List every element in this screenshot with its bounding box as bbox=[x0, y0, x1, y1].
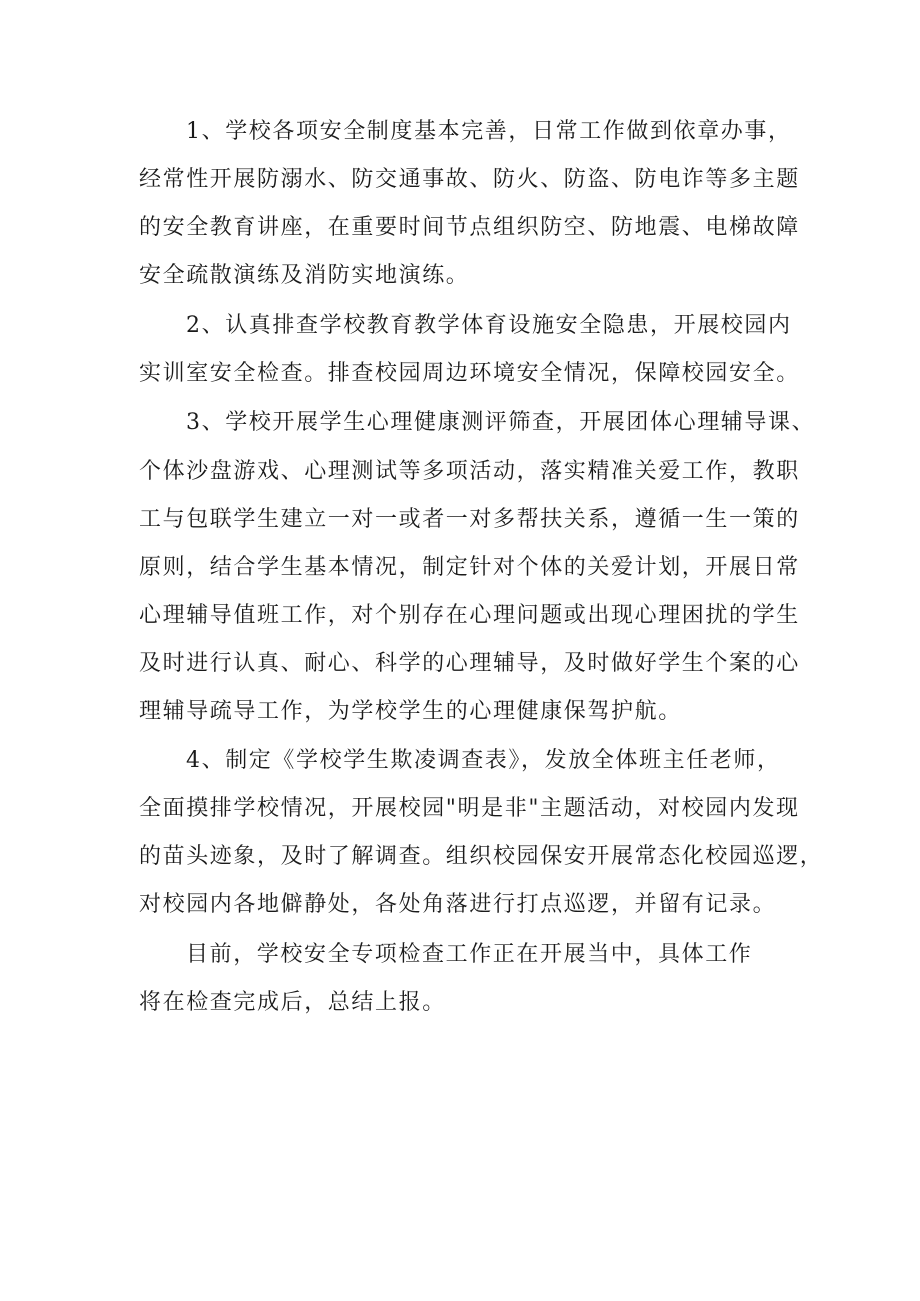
paragraph-1-line-4: 安全疏散演练及消防实地演练。 bbox=[139, 263, 470, 288]
paragraph-2-line-1: 2、认真排查学校教育教学体育设施安全隐患，开展校园内 bbox=[186, 313, 792, 338]
paragraph-4-line-1: 4、制定《学校学生欺凌调查表》，发放全体班主任老师， bbox=[186, 748, 781, 773]
paragraph-3-line-3: 工与包联学生建立一对一或者一对多帮扶关系，遵循一生一策的 bbox=[139, 507, 800, 532]
paragraph-1-line-2: 经常性开展防溺水、防交通事故、防火、防盗、防电诈等多主题 bbox=[139, 167, 800, 192]
paragraph-3-line-2: 个体沙盘游戏、心理测试等多项活动，落实精准关爱工作，教职 bbox=[139, 459, 800, 484]
paragraph-5-line-1: 目前，学校安全专项检查工作正在开展当中，具体工作 bbox=[186, 942, 753, 967]
paragraph-3-line-1: 3、学校开展学生心理健康测评筛查，开展团体心理辅导课、 bbox=[186, 410, 816, 435]
paragraph-3-line-5: 心理辅导值班工作，对个别存在心理问题或出现心理困扰的学生 bbox=[139, 603, 800, 628]
paragraph-1-line-3: 的安全教育讲座，在重要时间节点组织防空、防地震、电梯故障 bbox=[139, 215, 800, 240]
paragraph-4-line-4: 对校园内各地僻静处，各处角落进行打点巡逻，并留有记录。 bbox=[139, 892, 777, 917]
paragraph-1-line-1: 1、学校各项安全制度基本完善，日常工作做到依章办事， bbox=[186, 119, 792, 144]
paragraph-3-line-6: 及时进行认真、耐心、科学的心理辅导，及时做好学生个案的心 bbox=[139, 651, 800, 676]
paragraph-4-line-2: 全面摸排学校情况，开展校园"明是非"主题活动，对校园内发现 bbox=[139, 796, 800, 821]
paragraph-2-line-2: 实训室安全检查。排查校园周边环境安全情况，保障校园安全。 bbox=[139, 361, 800, 386]
paragraph-4-line-3: 的苗头迹象，及时了解调查。组织校园保安开展常态化校园巡逻， bbox=[139, 844, 824, 869]
paragraph-3-line-4: 原则，结合学生基本情况，制定针对个体的关爱计划，开展日常 bbox=[139, 555, 800, 580]
paragraph-3-line-7: 理辅导疏导工作，为学校学生的心理健康保驾护航。 bbox=[139, 699, 682, 724]
paragraph-5-line-2: 将在检查完成后，总结上报。 bbox=[139, 990, 446, 1015]
